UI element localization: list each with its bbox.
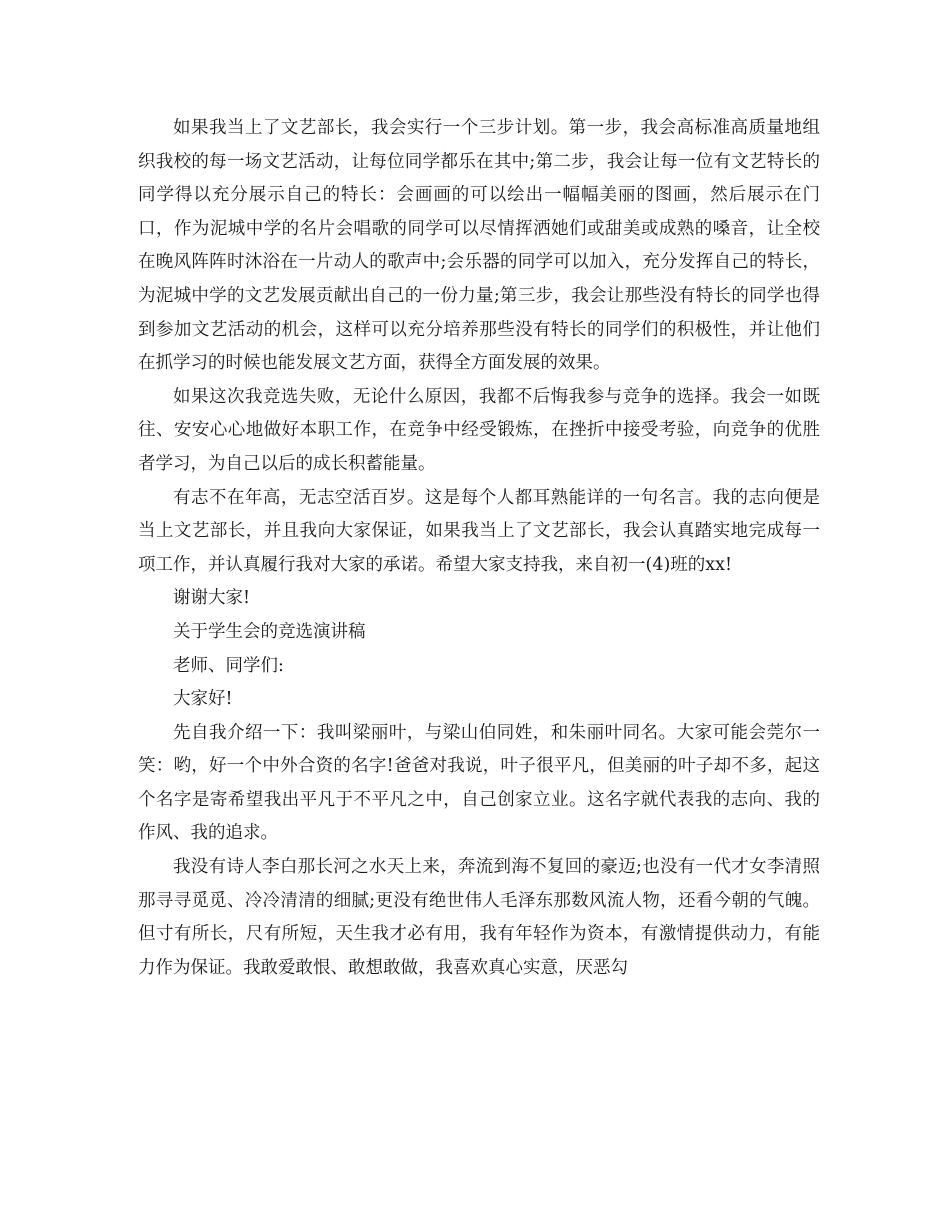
document-body [138,112,820,985]
salutation: 老师、同学们: [173,655,284,676]
paragraph-self-intro: 先自我介绍一下：我叫梁丽叶，与梁山伯同姓，和朱丽叶同名。大家可能会莞尔一笑：哟，好一个中外合资的名字!爸爸对我说，叶子很平凡，但美丽的叶子却不多，起这个名字是寄希望我出平凡于不平凡之中，自己创家立业。这名字就代表我的志向、我的作风、我的追求。 [138,722,820,844]
paragraph-if-fail: 如果这次我竞选失败，无论什么原因，我都不后悔我参与竞争的选择。我会一如既往、安安心心地做好本职工作，在竞争中经受锻炼，在挫折中接受考验，向竞争的优胜者学习，为自己以后的成长积蓄能量。 [138,386,820,474]
paragraph-ambition: 有志不在年高，无志空活百岁。这是每个人都耳熟能详的一句名言。我的志向便是当上文艺部长，并且我向大家保证，如果我当上了文艺部长，我会认真踏实地完成每一项工作，并认真履行我对大家的承诺。希望大家支持我，来自初一(4)班的xx! [138,487,820,575]
greeting: 大家好! [173,689,233,710]
section-title: 关于学生会的竞选演讲稿 [173,621,366,642]
paragraph-character: 我没有诗人李白那长河之水天上来，奔流到海不复回的豪迈;也没有一代才女李清照那寻寻觅觅、冷冷清清的细腻;更没有绝世伟人毛泽东那数风流人物，还看今朝的气魄。但寸有所长，尺有所短，天生我才必有用，我有年轻作为资本，有激情提供动力，有能力作为保证。我敢爱敢恨、敢想敢做，我喜欢真心实意，厌恶勾 [138,857,820,978]
paragraph-thanks: 谢谢大家! [173,588,251,609]
paragraph-arts-plan: 如果我当上了文艺部长，我会实行一个三步计划。第一步，我会高标准高质量地组织我校的每一场文艺活动，让每位同学都乐在其中;第二步，我会让每一位有文艺特长的同学得以充分展示自己的特长：会画画的可以绘出一幅幅美丽的图画，然后展示在门口，作为泥城中学的名片会唱歌的同学可以尽情挥洒她们或甜美或成熟的嗓音，让全校在晚风阵阵时沐浴在一片动人的歌声中;会乐器的同学可以加入，充分发挥自己的特长，为泥城中学的文艺发展贡献出自己的一份力量;第三步，我会让那些没有特长的同学也得到参加文艺活动的机会，这样可以充分培养那些没有特长的同学们的积极性，并让他们在抓学习的时候也能发展文艺方面，获得全方面发展的效果。 [138,118,820,374]
